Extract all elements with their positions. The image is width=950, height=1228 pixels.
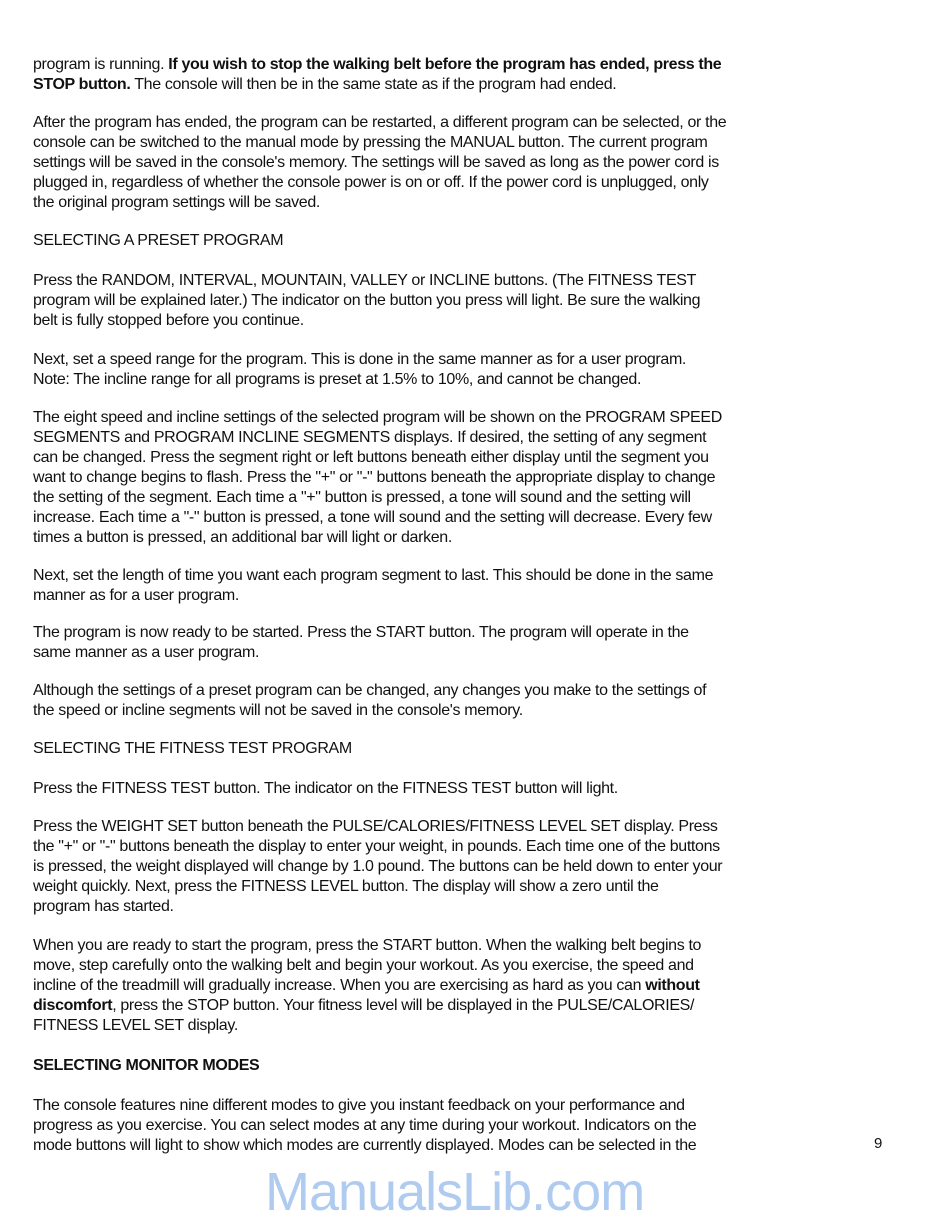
text: When you are ready to start the program, press the START button. When the walking belt begins to xyxy=(33,937,702,954)
text-line xyxy=(33,1136,833,1156)
text-line xyxy=(33,779,833,799)
text-line xyxy=(33,428,833,448)
paragraph xyxy=(33,408,833,548)
text-line xyxy=(33,508,833,528)
text-line xyxy=(33,291,833,311)
bold-text: STOP button. xyxy=(33,76,131,93)
text-line xyxy=(33,976,833,996)
text-line xyxy=(33,817,833,837)
text-line xyxy=(33,996,833,1016)
text: is pressed, the weight displayed will change by 1.0 pound. The buttons can be held down to enter your xyxy=(33,858,723,875)
bold-text: SELECTING MONITOR MODES xyxy=(33,1057,260,1074)
paragraph xyxy=(33,779,833,799)
bold-text: If you wish to stop the walking belt before the program has ended, press the xyxy=(168,56,722,73)
text: Press the WEIGHT SET button beneath the PULSE/CALORIES/FITNESS LEVEL SET display. Press xyxy=(33,818,718,835)
paragraph xyxy=(33,350,833,390)
text: incline of the treadmill will gradually increase. When you are exercising as hard as you can xyxy=(33,977,646,994)
section-heading xyxy=(33,739,833,759)
text: move, step carefully onto the walking belt and begin your workout. As you exercise, the speed and xyxy=(33,957,694,974)
text-line xyxy=(33,370,833,390)
paragraph xyxy=(33,1096,833,1156)
text-line xyxy=(33,643,833,663)
text: the setting of the segment. Each time a "+" button is pressed, a tone will sound and the setting will xyxy=(33,489,691,506)
text-line xyxy=(33,153,833,173)
text-line xyxy=(33,468,833,488)
text: the speed or incline segments will not be saved in the console's memory. xyxy=(33,702,523,719)
text-line xyxy=(33,586,833,606)
paragraph xyxy=(33,271,833,331)
text-line xyxy=(33,837,833,857)
paragraph xyxy=(33,566,833,606)
text: belt is fully stopped before you continue. xyxy=(33,312,304,329)
text: The console will then be in the same state as if the program had ended. xyxy=(130,76,617,93)
page-number: 9 xyxy=(874,1135,883,1152)
text-line xyxy=(33,488,833,508)
text-line xyxy=(33,857,833,877)
text: increase. Each time a "-" button is pressed, a tone will sound and the setting will decrease. Every few xyxy=(33,509,712,526)
text-line xyxy=(33,1016,833,1036)
text-line xyxy=(33,877,833,897)
text: console can be switched to the manual mode by pressing the MANUAL button. The current program xyxy=(33,134,708,151)
text-line xyxy=(33,173,833,193)
text: plugged in, regardless of whether the console power is on or off. If the power cord is unplugged, only xyxy=(33,174,709,191)
text-line xyxy=(33,739,833,759)
text-line xyxy=(33,271,833,291)
text: times a button is pressed, an additional bar will light or darken. xyxy=(33,529,452,546)
paragraph xyxy=(33,681,833,721)
text-line xyxy=(33,897,833,917)
text: Press the RANDOM, INTERVAL, MOUNTAIN, VALLEY or INCLINE buttons. (The FITNESS TEST xyxy=(33,272,697,289)
paragraph xyxy=(33,623,833,663)
text-line xyxy=(33,681,833,701)
bold-text: without xyxy=(645,977,700,994)
text-line xyxy=(33,528,833,548)
text: program has started. xyxy=(33,898,174,915)
text: Press the FITNESS TEST button. The indicator on the FITNESS TEST button will light. xyxy=(33,780,618,797)
text: SELECTING THE FITNESS TEST PROGRAM xyxy=(33,740,352,757)
text: The console features nine different modes to give you instant feedback on your performance and xyxy=(33,1097,685,1114)
paragraph xyxy=(33,55,833,95)
bold-text: discomfort xyxy=(33,997,113,1014)
watermark: ManualsLib.com xyxy=(265,1162,645,1222)
text-line xyxy=(33,956,833,976)
text: SELECTING A PRESET PROGRAM xyxy=(33,232,284,249)
text: The program is now ready to be started. Press the START button. The program will operate in the xyxy=(33,624,689,641)
text-line xyxy=(33,193,833,213)
text-line xyxy=(33,75,833,95)
text-line xyxy=(33,936,833,956)
text-line xyxy=(33,231,833,251)
text-line xyxy=(33,448,833,468)
text-line xyxy=(33,55,833,75)
text: the original program settings will be saved. xyxy=(33,194,320,211)
text-line xyxy=(33,1056,833,1076)
text: can be changed. Press the segment right or left buttons beneath either display until the segment you xyxy=(33,449,709,466)
text: weight quickly. Next, press the FITNESS LEVEL button. The display will show a zero until the xyxy=(33,878,659,895)
text: same manner as a user program. xyxy=(33,644,260,661)
text: Note: The incline range for all programs is preset at 1.5% to 10%, and cannot be changed. xyxy=(33,371,642,388)
text-line xyxy=(33,350,833,370)
paragraph xyxy=(33,113,833,213)
text: program is running. xyxy=(33,56,169,73)
text: the "+" or "-" buttons beneath the display to enter your weight, in pounds. Each time one of the buttons xyxy=(33,838,720,855)
text: The eight speed and incline settings of the selected program will be shown on the PROGRAM SPEED xyxy=(33,409,722,426)
text: Although the settings of a preset program can be changed, any changes you make to the settings of xyxy=(33,682,707,699)
text: manner as for a user program. xyxy=(33,587,239,604)
section-heading xyxy=(33,231,833,251)
text: program will be explained later.) The indicator on the button you press will light. Be sure the walking xyxy=(33,292,701,309)
paragraph xyxy=(33,936,833,1036)
text-line xyxy=(33,408,833,428)
text-line xyxy=(33,1096,833,1116)
text: want to change begins to flash. Press the "+" or "-" buttons beneath the appropriate display to change xyxy=(33,469,716,486)
section-heading xyxy=(33,1056,833,1076)
text: Next, set a speed range for the program. This is done in the same manner as for a user program. xyxy=(33,351,687,368)
text: SEGMENTS and PROGRAM INCLINE SEGMENTS displays. If desired, the setting of any segment xyxy=(33,429,707,446)
text: mode buttons will light to show which modes are currently displayed. Modes can be selected in the xyxy=(33,1137,697,1154)
text-line xyxy=(33,113,833,133)
text-line xyxy=(33,566,833,586)
paragraph xyxy=(33,817,833,917)
text: After the program has ended, the program can be restarted, a different program can be selected, or the xyxy=(33,114,727,131)
text-line xyxy=(33,623,833,643)
text: Next, set the length of time you want each program segment to last. This should be done in the same xyxy=(33,567,714,584)
text: settings will be saved in the console's memory. The settings will be saved as long as the power cord is xyxy=(33,154,719,171)
text: FITNESS LEVEL SET display. xyxy=(33,1017,238,1034)
text: progress as you exercise. You can select modes at any time during your workout. Indicators on the xyxy=(33,1117,697,1134)
text-line xyxy=(33,1116,833,1136)
text: , press the STOP button. Your fitness level will be displayed in the PULSE/CALORIES/ xyxy=(112,997,695,1014)
text-line xyxy=(33,133,833,153)
text-line xyxy=(33,311,833,331)
text-line xyxy=(33,701,833,721)
